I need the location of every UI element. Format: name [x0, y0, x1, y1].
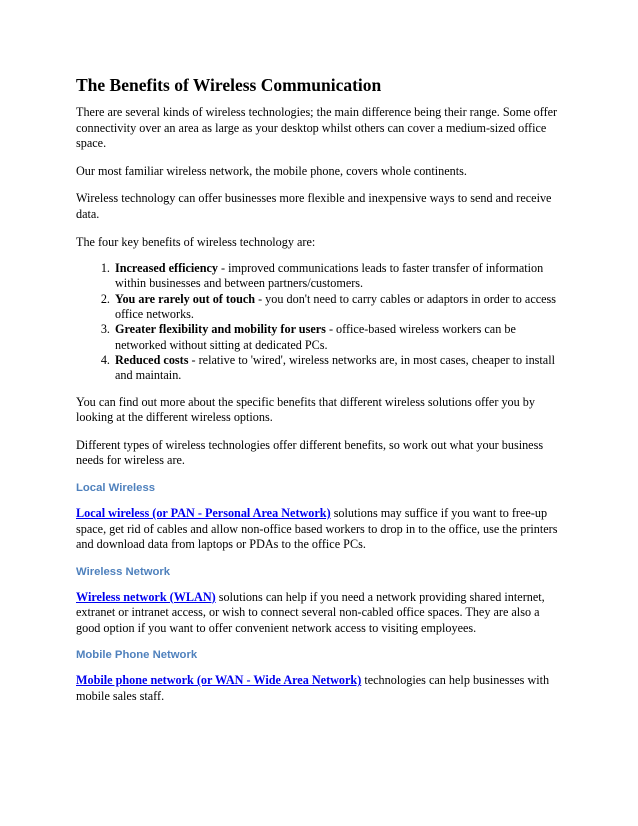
document-page	[76, 74, 566, 717]
page-title: The Benefits of Wireless Communication	[76, 75, 382, 95]
local-wireless-link[interactable]: Local wireless (or PAN - Personal Area Network)	[76, 505, 331, 520]
list-item	[113, 292, 566, 323]
list-item	[113, 353, 566, 384]
benefit-term: Greater flexibility and mobility for users	[115, 322, 326, 337]
section-text: solutions may suffice if you want to free-up space, get rid of cables and allow non-office based workers to drop in to the office, use the printers and download data from laptops or PDAs to the office PCs.	[76, 505, 558, 552]
wireless-network-link[interactable]: Wireless network (WLAN)	[76, 589, 216, 604]
list-item	[113, 322, 566, 353]
benefits-list	[76, 261, 566, 383]
benefit-term: You are rarely out of touch	[115, 291, 256, 306]
mobile-phone-network-link[interactable]: Mobile phone network (or WAN - Wide Area Network)	[76, 673, 362, 688]
benefit-text: - you don't need to carry cables or adaptors in order to access office networks.	[115, 291, 557, 322]
list-item	[113, 261, 566, 292]
body-paragraph: Different types of wireless technologies offer different benefits, so work out what your business needs for wireless are.	[76, 437, 544, 468]
section-heading-wireless-network: Wireless Network	[76, 565, 171, 578]
intro-paragraph: There are several kinds of wireless technologies; the main difference being their range. Some offer connectivity over an area as large as your desktop whilst others can cover a medium-sized office space.	[76, 105, 558, 151]
section-heading-local-wireless: Local Wireless	[76, 481, 156, 494]
section-heading-mobile-phone-network: Mobile Phone Network	[76, 649, 198, 662]
benefit-term: Increased efficiency	[115, 261, 218, 276]
body-paragraph: You can find out more about the specific benefits that different wireless solutions offer you by looking at the different wireless options.	[76, 394, 535, 425]
section-paragraph	[76, 506, 566, 553]
section-text: technologies can help businesses with mobile sales staff.	[76, 673, 550, 704]
section-paragraph	[76, 590, 566, 637]
intro-paragraph: The four key benefits of wireless technology are:	[76, 234, 316, 249]
benefit-text: - office-based wireless workers can be networked without sitting at dedicated PCs.	[115, 322, 516, 352]
intro-paragraph: Our most familiar wireless network, the mobile phone, covers whole continents.	[76, 163, 467, 178]
benefit-term: Reduced costs	[115, 352, 189, 367]
section-text: solutions can help if you need a network providing shared internet, extranet or intranet access, or wish to connect several non-cabled office spaces. They are also a good option if you want to offer convenient network access to visiting employees.	[76, 589, 545, 635]
intro-paragraph: Wireless technology can offer businesses more flexible and inexpensive ways to send and receive data.	[76, 191, 552, 221]
benefit-text: - relative to 'wired', wireless networks are, in most cases, cheaper to install and maintain.	[115, 352, 555, 383]
benefit-text: - improved communications leads to faster transfer of information within businesses and between partners/customers.	[115, 261, 544, 291]
section-paragraph	[76, 673, 566, 704]
